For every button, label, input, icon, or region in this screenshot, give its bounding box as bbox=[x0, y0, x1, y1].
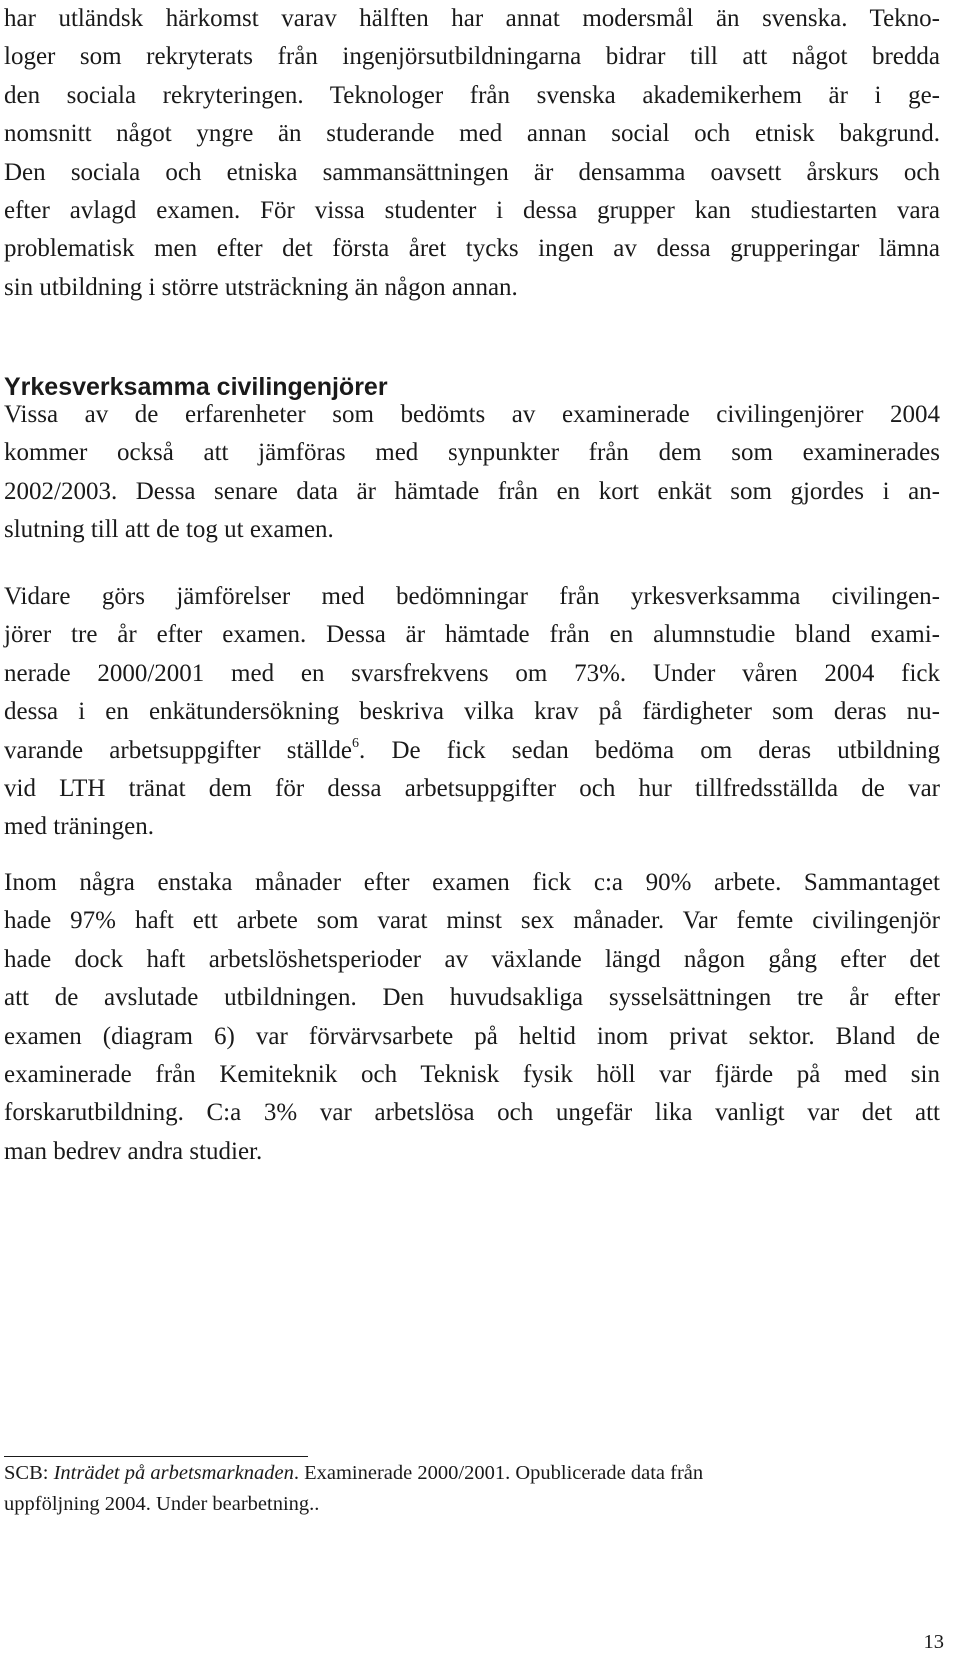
paragraph-text bbox=[4, 864, 940, 1171]
text-line: sin utbildning i större utsträckning än någon annan. bbox=[4, 273, 518, 301]
footnote-divider bbox=[4, 1456, 308, 1457]
text-line: slutning till att de tog ut examen. bbox=[4, 516, 334, 544]
footnote-text: . Examinerade 2000/2001. Opublicerade data från bbox=[293, 1462, 704, 1484]
section-paragraph-2 bbox=[4, 578, 940, 847]
intro-paragraph bbox=[4, 0, 940, 307]
text-fragment: . De fick sedan bedöma om deras utbildning bbox=[359, 736, 941, 764]
text-line: hade dock haft arbetslöshetsperioder av växlande längd någon gång efter det bbox=[4, 945, 940, 973]
text-line: loger som rekryterats från ingenjörsutbildningarna bidrar till att något bredda bbox=[4, 43, 940, 71]
text-line: den sociala rekryteringen. Teknologer från svenska akademikerhem är i ge- bbox=[4, 81, 940, 109]
footnote-prefix: SCB: bbox=[4, 1462, 54, 1484]
text-line: nerade 2000/2001 med en svarsfrekvens om 73%. Under våren 2004 fick bbox=[4, 659, 940, 687]
text-line: Vidare görs jämförelser med bedömningar från yrkesverksamma civilingen- bbox=[4, 583, 940, 610]
text-line: examen (diagram 6) var förvärvsarbete på heltid inom privat sektor. Bland de bbox=[4, 1022, 940, 1050]
footnote-line-1 bbox=[4, 1462, 703, 1484]
section-paragraph-1 bbox=[4, 396, 940, 550]
paragraph-text bbox=[4, 578, 940, 847]
footnote-reference: 6 bbox=[352, 735, 360, 751]
section-heading: Yrkesverksamma civilingenjörer bbox=[4, 373, 388, 401]
text-line: kommer också att jämföras med synpunkter från dem som examinerades bbox=[4, 439, 940, 467]
text-line: Vissa av de erfarenheter som bedömts av examinerade civilingenjörer 2004 bbox=[4, 401, 940, 428]
text-line-with-footnote bbox=[4, 732, 940, 770]
paragraph-text bbox=[4, 0, 940, 307]
page-number: 13 bbox=[923, 1631, 944, 1653]
text-line: Den sociala och etniska sammansättningen är densamma oavsett årskurs och bbox=[4, 158, 940, 186]
text-line: man bedrev andra studier. bbox=[4, 1137, 263, 1165]
text-line: problematisk men efter det första året tycks ingen av dessa grupperingar lämna bbox=[4, 235, 940, 263]
text-line: dessa i en enkätundersökning beskriva vilka krav på färdigheter som deras nu- bbox=[4, 698, 940, 726]
text-line: Inom några enstaka månader efter examen fick c:a 90% arbete. Sammantaget bbox=[4, 869, 940, 896]
text-line: jörer tre år efter examen. Dessa är hämtade från en alumnstudie bland exami- bbox=[4, 621, 940, 649]
text-line: har utländsk härkomst varav hälften har annat modersmål än svenska. Tekno- bbox=[4, 5, 940, 32]
section-paragraph-3 bbox=[4, 864, 940, 1171]
text-fragment: varande arbetsuppgifter ställde bbox=[4, 736, 353, 764]
text-line: 2002/2003. Dessa senare data är hämtade från en kort enkät som gjordes i an- bbox=[4, 477, 940, 505]
text-line: att de avslutade utbildningen. Den huvudsakliga sysselsättningen tre år efter bbox=[4, 984, 940, 1012]
text-line: med träningen. bbox=[4, 813, 154, 841]
text-line: hade 97% haft ett arbete som varat minst sex månader. Var femte civilingenjör bbox=[4, 907, 940, 935]
text-line: forskarutbildning. C:a 3% var arbetslösa och ungefär lika vanligt var det att bbox=[4, 1099, 940, 1127]
paragraph-text bbox=[4, 396, 940, 550]
footnote bbox=[4, 1458, 904, 1520]
text-line: efter avlagd examen. För vissa studenter i dessa grupper kan studiestarten vara bbox=[4, 197, 940, 225]
footnote-title: Inträdet på arbetsmarknaden bbox=[53, 1462, 294, 1484]
footnote-line-2: uppföljning 2004. Under bearbetning.. bbox=[4, 1493, 320, 1515]
text-line: nomsnitt något yngre än studerande med annan social och etnisk bakgrund. bbox=[4, 120, 940, 148]
text-line: vid LTH tränat dem för dessa arbetsuppgifter och hur tillfredsställda de var bbox=[4, 775, 940, 803]
text-line: examinerade från Kemiteknik och Teknisk fysik höll var fjärde på med sin bbox=[4, 1061, 940, 1089]
